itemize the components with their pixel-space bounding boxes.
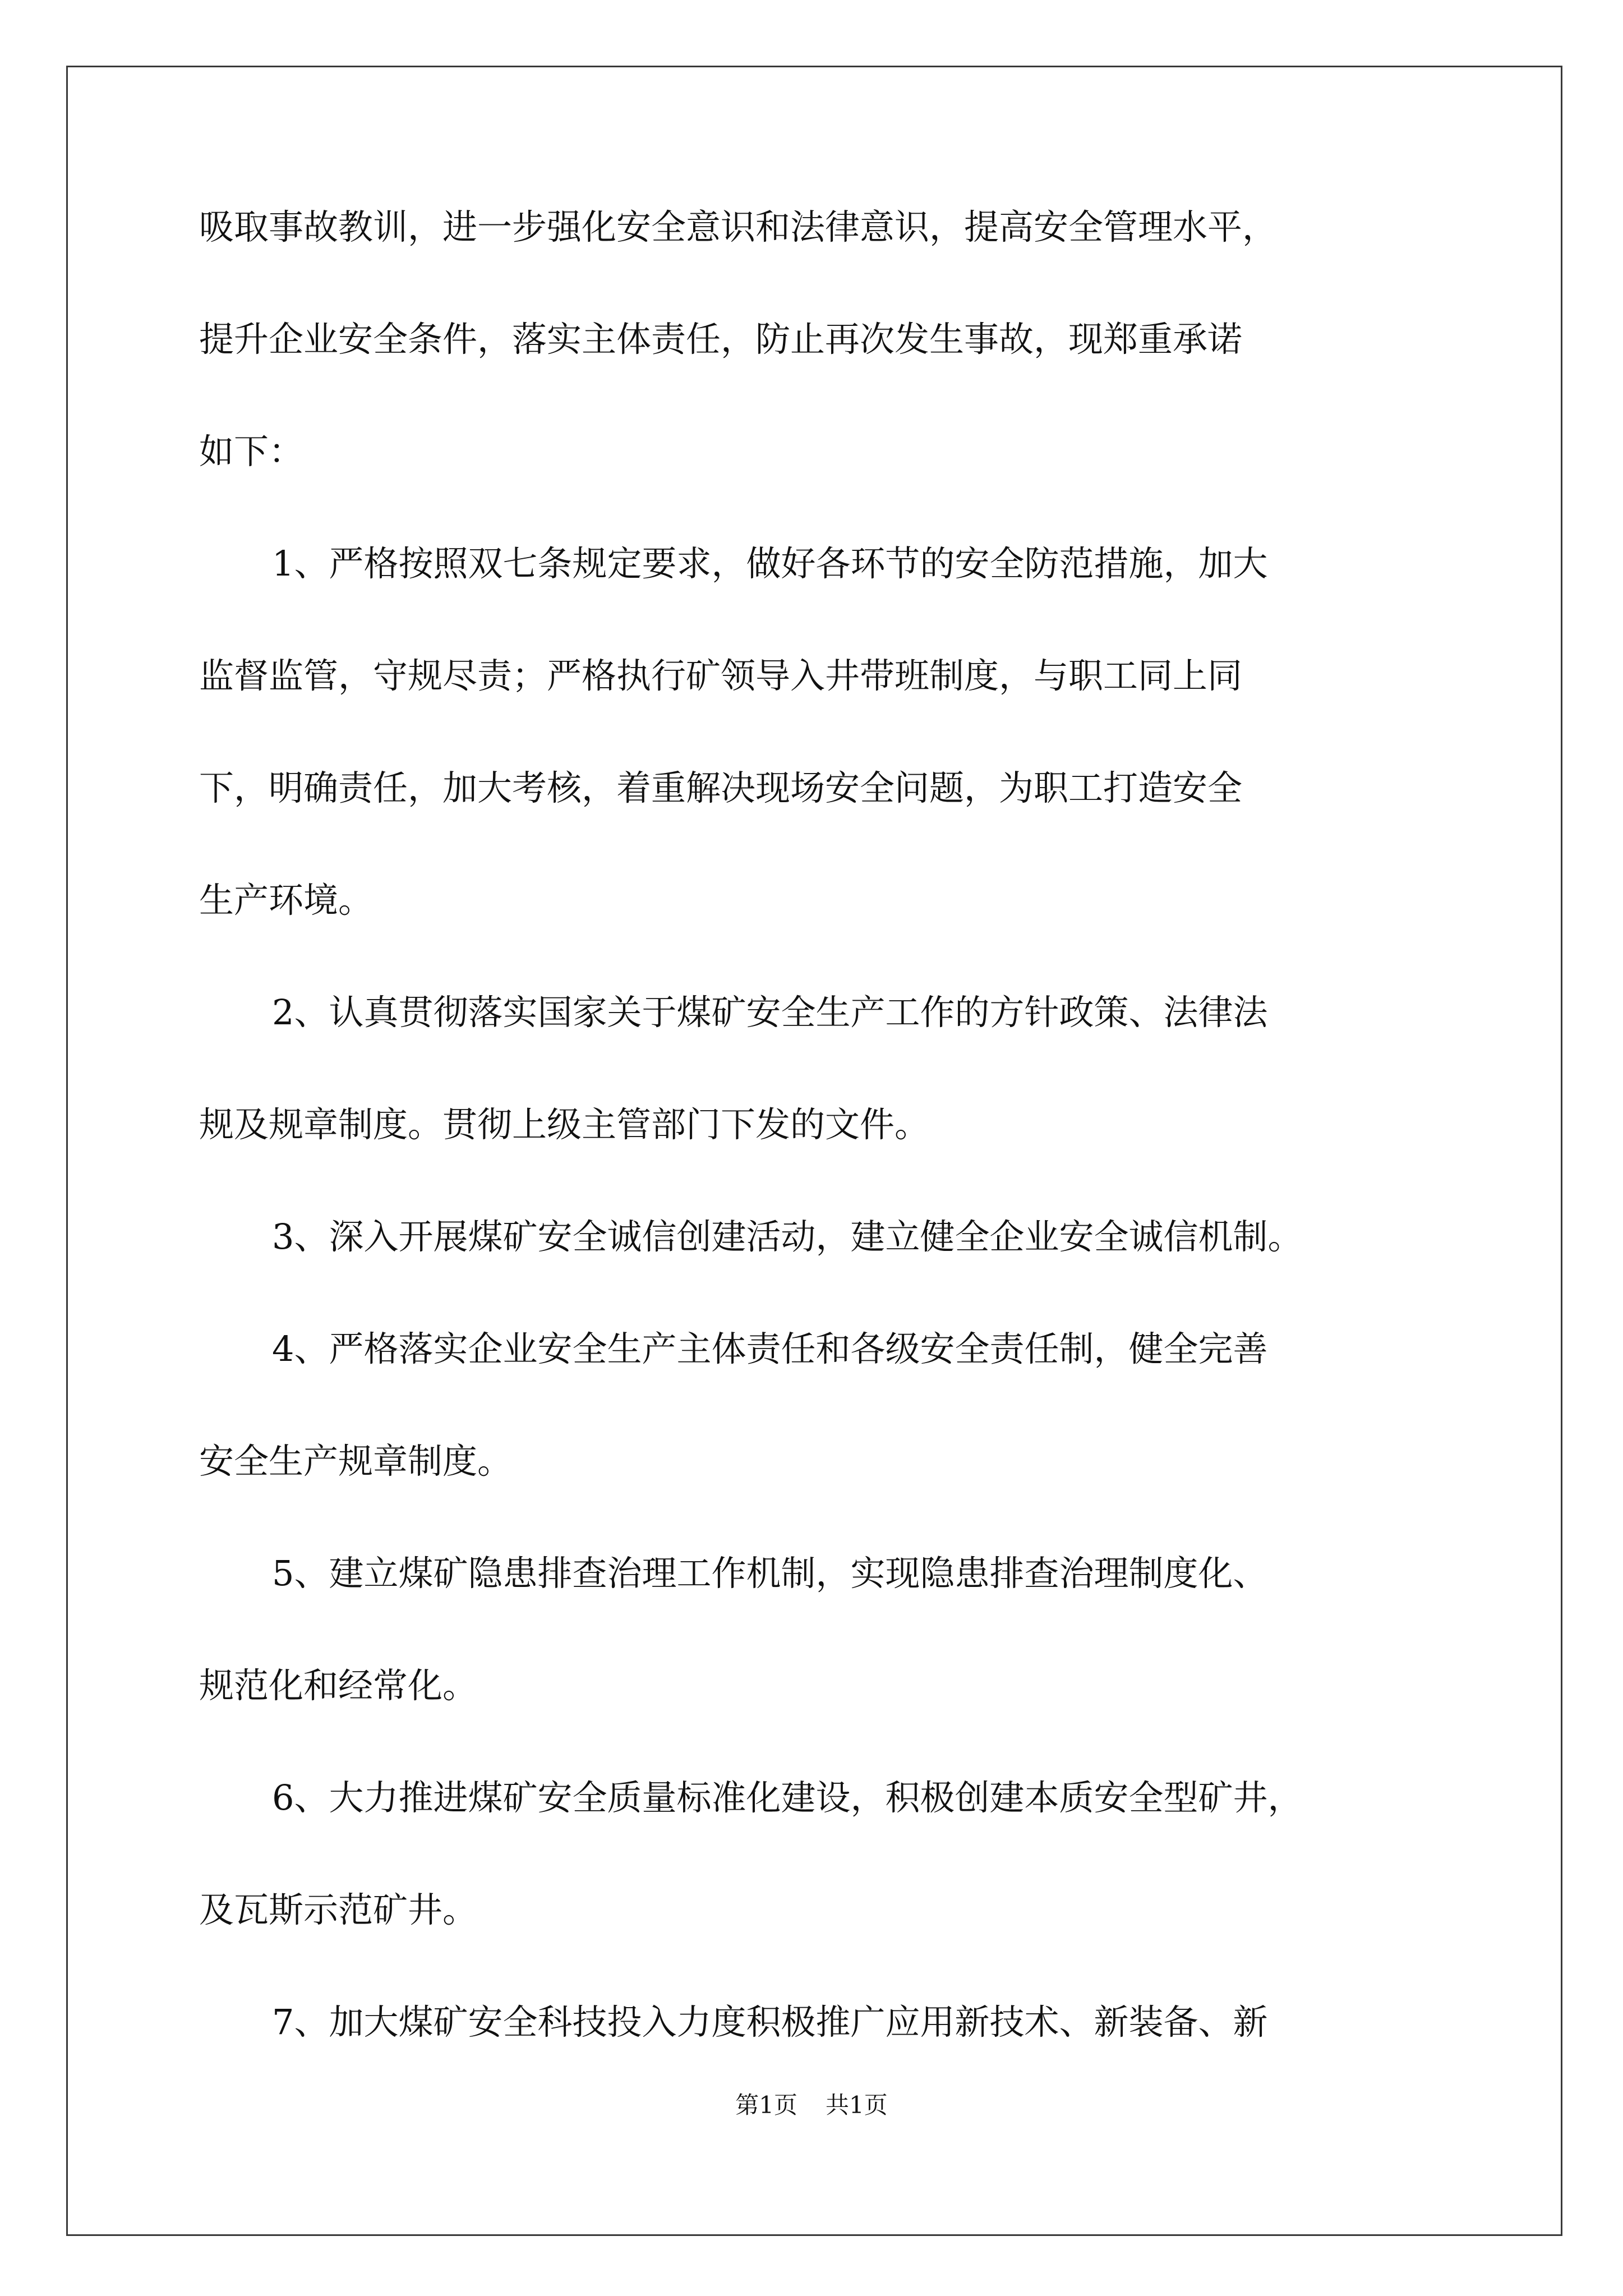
text-line: 4、严格落实企业安全生产主体责任和各级安全责任制，健全完善 <box>272 1328 1268 1369</box>
text-line: 下，明确责任，加大考核，着重解决现场安全问题，为职工打造安全 <box>199 767 1243 808</box>
text-line: 监督监管，守规尽责；严格执行矿领导入井带班制度，与职工同上同 <box>199 655 1243 696</box>
text-line: 如下： <box>199 431 304 472</box>
text-line: 1、严格按照双七条规定要求，做好各环节的安全防范措施，加大 <box>272 543 1268 584</box>
page-footer <box>0 2087 1623 2120</box>
page-total: 共1页 <box>826 2091 888 2119</box>
text-line: 3、深入开展煤矿安全诚信创建活动，建立健全企业安全诚信机制。 <box>272 1216 1303 1257</box>
text-line: 6、大力推进煤矿安全质量标准化建设，积极创建本质安全型矿井， <box>272 1777 1303 1818</box>
text-line: 生产环境。 <box>199 880 374 921</box>
text-line: 规范化和经常化。 <box>199 1665 478 1706</box>
text-line: 吸取事故教训，进一步强化安全意识和法律意识，提高安全管理水平， <box>199 206 1278 247</box>
text-line: 及瓦斯示范矿井。 <box>199 1889 478 1930</box>
text-line: 规及规章制度。贯彻上级主管部门下发的文件。 <box>199 1104 930 1145</box>
page-number: 第1页 <box>735 2091 797 2119</box>
text-line: 5、建立煤矿隐患排查治理工作机制，实现隐患排查治理制度化、 <box>272 1553 1268 1594</box>
text-line: 提升企业安全条件，落实主体责任，防止再次发生事故，现郑重承诺 <box>199 319 1243 360</box>
text-line: 安全生产规章制度。 <box>199 1441 513 1481</box>
text-line: 7、加大煤矿安全科技投入力度积极推广应用新技术、新装备、新 <box>272 2001 1268 2042</box>
text-line: 2、认真贯彻落实国家关于煤矿安全生产工作的方针政策、法律法 <box>272 992 1268 1033</box>
